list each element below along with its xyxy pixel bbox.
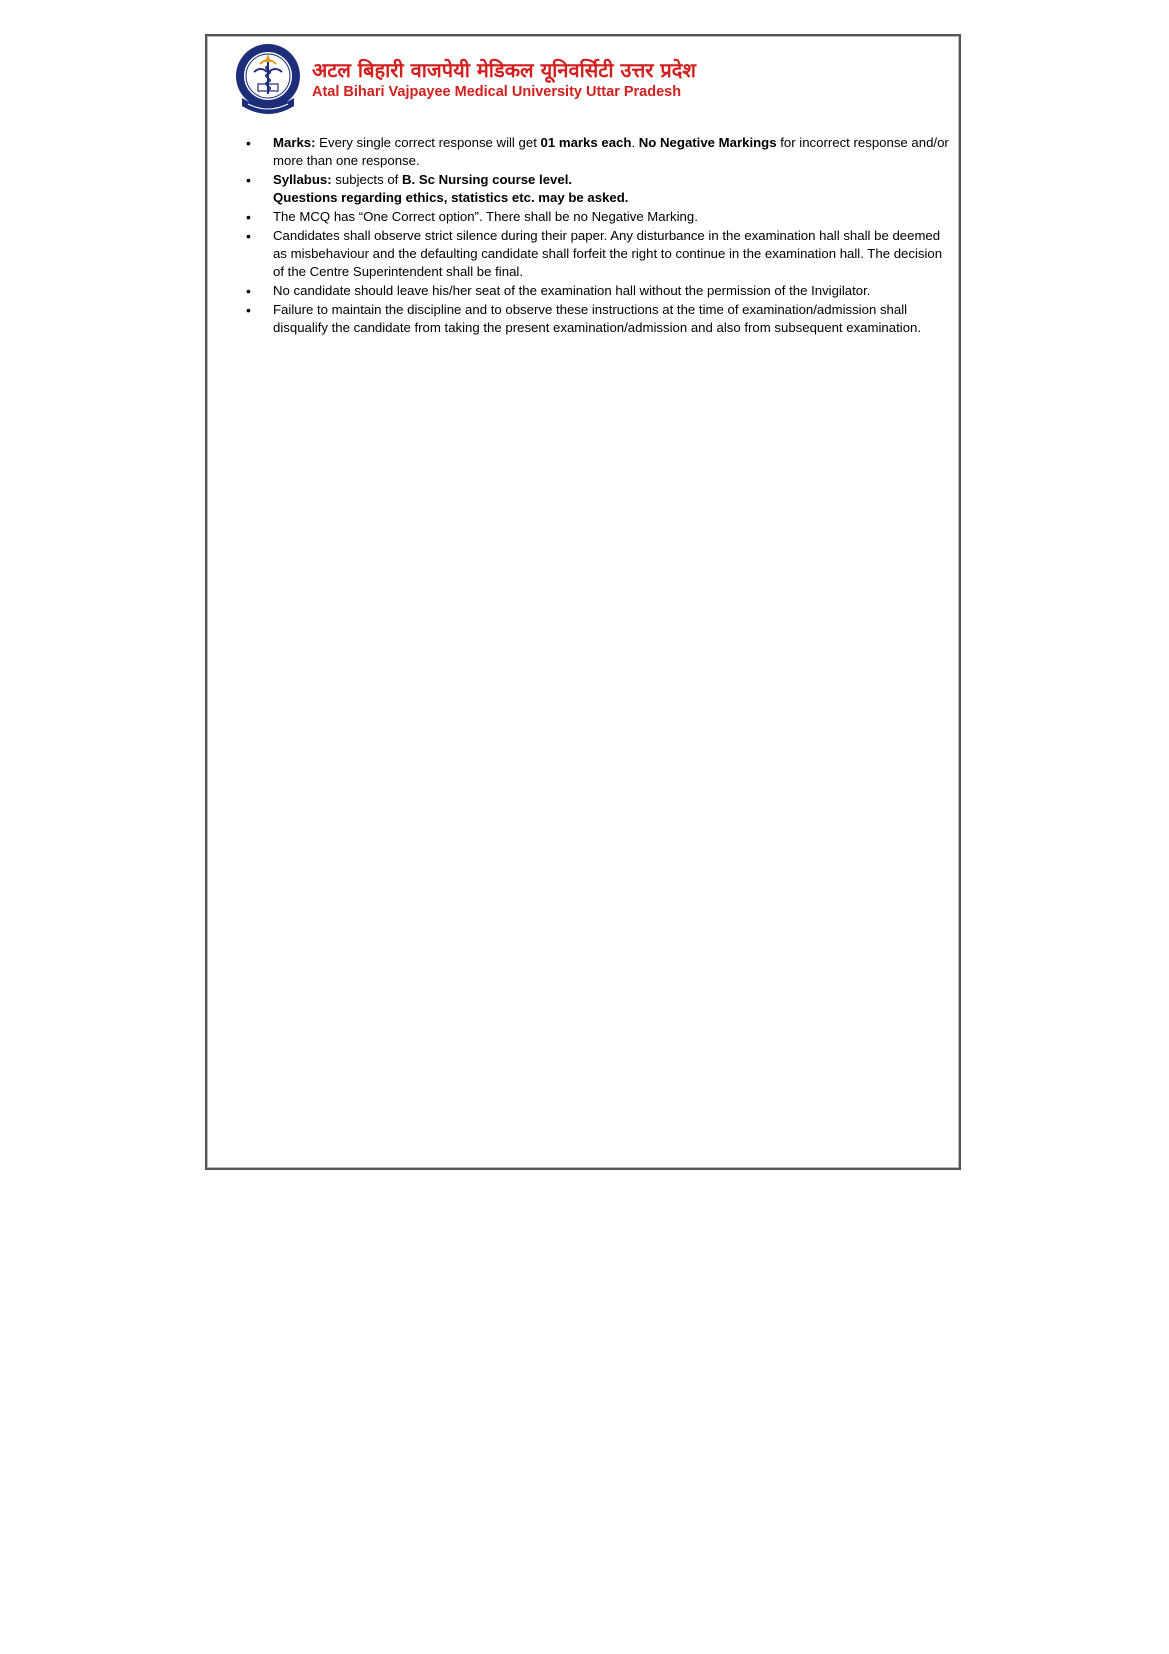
discipline-text: Failure to maintain the discipline and to observe these instructions at the time of examination/admission shall disqualify the candidate from taking the present examination/admission and also from subsequent examination. — [273, 302, 922, 335]
instruction-marks — [245, 134, 955, 170]
university-seal-icon — [234, 42, 302, 118]
bullet: • — [246, 172, 251, 188]
page-frame — [205, 34, 961, 1170]
document-header — [234, 42, 696, 118]
header-titles — [312, 58, 696, 102]
syllabus-label: Syllabus: — [273, 172, 332, 187]
university-name-hindi: अटल बिहारी वाजपेयी मेडिकल यूनिवर्सिटी उत्तर प्रदेश — [312, 58, 697, 82]
marks-text: for incorrect response and/or more than one response. — [273, 135, 949, 168]
instruction-mcq — [245, 208, 955, 226]
no-negative-marking: No Negative Markings — [638, 135, 777, 150]
marks-value: 01 marks each — [540, 135, 632, 150]
bullet: • — [246, 135, 251, 151]
instruction-syllabus — [245, 171, 955, 207]
syllabus-topics: Questions regarding ethics, statistics etc. may be asked. — [273, 190, 629, 205]
instruction-discipline — [245, 301, 955, 337]
syllabus-course: B. Sc Nursing course level. — [402, 172, 573, 187]
mcq-text: The MCQ has “One Correct option”. There shall be no Negative Marking. — [273, 209, 698, 224]
syllabus-text: subjects of — [331, 172, 403, 187]
seat-text: No candidate should leave his/her seat of the examination hall without the permission of the Invigilator. — [273, 283, 871, 298]
bullet: • — [246, 228, 251, 244]
bullet: • — [246, 302, 251, 318]
instruction-silence — [245, 227, 955, 281]
marks-label: Marks: — [273, 135, 316, 150]
bullet: • — [246, 209, 251, 225]
marks-text: . — [631, 135, 639, 150]
university-name-english: Atal Bihari Vajpayee Medical University Uttar Pradesh — [312, 84, 682, 100]
marks-text: Every single correct response will get — [315, 135, 541, 150]
instruction-seat — [245, 282, 955, 300]
instructions-list — [245, 134, 955, 338]
silence-text: Candidates shall observe strict silence during their paper. Any disturbance in the examination hall shall be deemed as misbehaviour and the defaulting candidate shall forfeit the right to continue in the examination hall. The decision of the Centre Superintendent shall be final. — [273, 228, 943, 279]
bullet: • — [246, 283, 251, 299]
